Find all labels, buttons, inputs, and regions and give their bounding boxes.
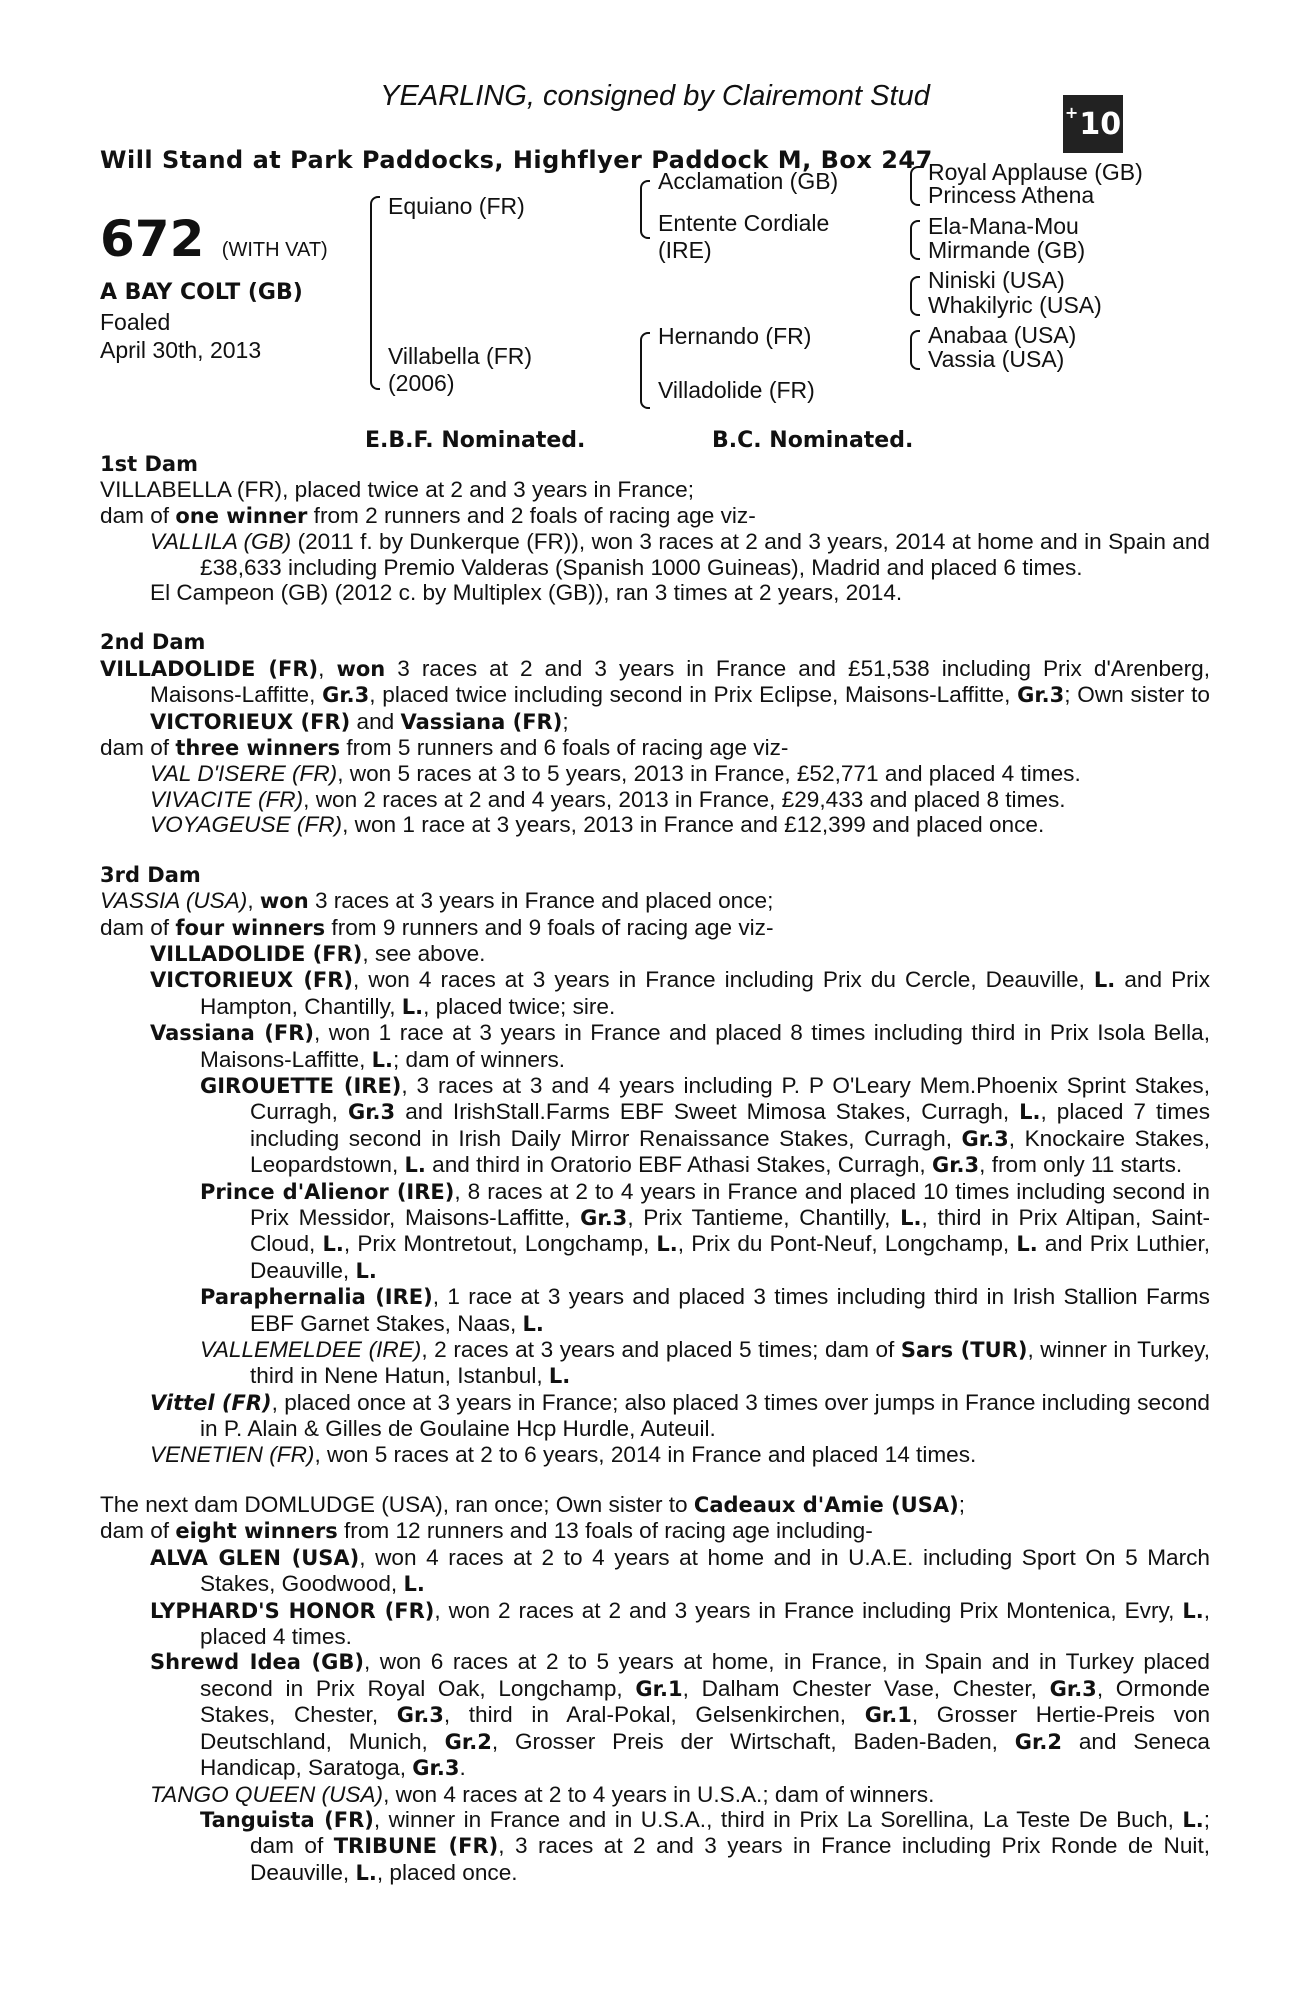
villadolide-entry [100, 941, 1210, 967]
t: 3 races at 2 and 3 years in France and £51,538 including Prix d'Arenberg, Maisons-Laffitte, [150, 655, 1210, 708]
t: dam of [100, 735, 176, 761]
t: The next dam DOMLUDGE (USA), ran once; Own sister to [100, 1492, 694, 1518]
t: , won 1 race at 3 years in France and placed 8 times including third in Prix Isola Bella, Maisons-Laffitte, [200, 1020, 1210, 1072]
horse-name: VILLADOLIDE (FR) [150, 941, 363, 966]
next-dam-produce [100, 1518, 1210, 1544]
tanguista-entry [100, 1807, 1210, 1886]
t: , 8 races at 2 to 4 years in France and placed 10 times including second in Prix Messidor, Maisons-Laffitte, [250, 1178, 1210, 1230]
stabling-location: Will Stand at Park Paddocks, Highflyer Paddock M, Box 247 [100, 146, 933, 174]
horse-name: LYPHARD'S HONOR (FR) [150, 1598, 435, 1623]
pedigree-dam [388, 343, 532, 397]
vallemeldee-entry [100, 1337, 1210, 1390]
campeon-entry: El Campeon (GB) (2012 c. by Multiplex (GB)), ran 3 times at 2 years, 2014. [150, 580, 903, 606]
winner-count: four winners [175, 915, 326, 940]
horse-name: VALLEMELDEE (IRE) [200, 1337, 422, 1362]
horse-name: Vassiana (FR) [150, 1021, 314, 1046]
grade: Gr.3 [580, 1205, 628, 1230]
t: and [350, 708, 401, 734]
pedigree-sss: Royal Applause (GB) [928, 159, 1143, 185]
pedigree-sire-dam [658, 210, 829, 264]
t: , winner in France and in U.S.A., third in Prix La Sorellina, La Teste De Buch, [373, 1806, 1183, 1832]
t: from 12 runners and 13 foals of racing age including- [337, 1518, 873, 1544]
t: ; dam of [250, 1806, 1210, 1859]
vassiana-entry [100, 1020, 1210, 1073]
brace-gen3-4 [910, 330, 920, 370]
brace-gen3-2 [910, 220, 920, 260]
grade: Gr.2 [1014, 1729, 1062, 1754]
val-disere-entry [100, 761, 1210, 786]
t: from 9 runners and 9 foals of racing age viz- [325, 914, 774, 940]
t: 3 races at 3 years in France and placed once; [308, 888, 774, 914]
shrewd-idea-entry [100, 1649, 1210, 1781]
grade: L. [355, 1258, 377, 1283]
vittel-entry [100, 1390, 1210, 1442]
horse-name: VOYAGEUSE (FR) [150, 812, 343, 838]
first-dam-heading: 1st Dam [100, 452, 198, 476]
t: from 2 runners and 2 foals of racing age viz- [307, 502, 756, 528]
horse-name: VALLILA (GB) [150, 529, 292, 555]
t: , third in Prix Altipan, Saint-Cloud, [250, 1204, 1210, 1257]
third-dam-heading: 3rd Dam [100, 862, 201, 887]
grade: Gr.3 [412, 1756, 460, 1781]
horse-name: VAL D'ISERE (FR) [150, 761, 338, 787]
t: , 2 races at 3 years and placed 5 times; dam of [421, 1337, 901, 1362]
badge-plus: + [1064, 102, 1079, 122]
t: , won 5 races at 3 to 5 years, 2013 in France, £52,771 and placed 4 times. [337, 761, 1081, 787]
grade: L. [401, 994, 424, 1019]
second-dam-heading: 2nd Dam [100, 630, 206, 655]
horse-name: Paraphernalia (IRE) [200, 1285, 433, 1310]
foaled-label: Foaled [100, 309, 171, 335]
first-dam-line1: VILLABELLA (FR), placed twice at 2 and 3 years in France; [100, 477, 695, 503]
t: , won 4 races at 3 years in France including Prix du Cercle, Deauville, [353, 967, 1094, 993]
grade: Gr.1 [635, 1676, 683, 1701]
foaled-date: April 30th, 2013 [100, 337, 262, 363]
horse-name: TRIBUNE (FR) [333, 1834, 499, 1859]
t: and Seneca Handicap, Saratoga, [200, 1728, 1210, 1781]
pedigree-dam-dam: Villadolide (FR) [658, 377, 815, 403]
third-dam-entry [100, 888, 1210, 914]
horse-name: Cadeaux d'Amie (USA) [693, 1493, 959, 1518]
t: , 3 races at 2 and 3 years in France including Prix Ronde de Nuit, Deauville, [250, 1833, 1210, 1885]
second-dam-entry [100, 656, 1210, 735]
horse-name: ALVA GLEN (USA) [150, 1545, 360, 1570]
horse-name: GIROUETTE (IRE) [200, 1073, 402, 1098]
pedigree-sdd: Mirmande (GB) [928, 237, 1086, 263]
t: , 3 races at 3 and 4 years including P. P O'Leary Mem.Phoenix Sprint Stakes, Curragh, [250, 1072, 1210, 1125]
t: , third in Aral-Pokal, Gelsenkirchen, [443, 1702, 865, 1728]
pedigree-dam-sire: Hernando (FR) [658, 323, 812, 349]
horse-name: Tanguista (FR) [200, 1807, 374, 1832]
t: and third in Oratorio EBF Athasi Stakes, Curragh, [425, 1152, 932, 1178]
t: , Dalham Chester Vase, Chester, [682, 1675, 1050, 1701]
victorieux-entry [100, 967, 1210, 1020]
grade: L. [522, 1311, 544, 1336]
t: dam of [100, 502, 176, 528]
t: , Prix du Pont-Neuf, Longchamp, [677, 1231, 1017, 1257]
grade: L. [355, 1860, 377, 1885]
pedigree-sire-sire: Acclamation (GB) [658, 168, 839, 194]
grade: Gr.3 [931, 1153, 980, 1178]
next-dam-entry [100, 1492, 1210, 1518]
t: won [336, 656, 386, 681]
t: ; dam of winners. [393, 1046, 566, 1072]
grade: Gr.3 [322, 683, 370, 708]
t: ; [958, 1492, 965, 1518]
horse-name: VIVACITE (FR) [150, 786, 304, 812]
tango-queen-entry [100, 1782, 1210, 1807]
horse-name: Prince d'Alienor (IRE) [200, 1179, 455, 1204]
second-dam-produce [100, 735, 1210, 761]
horse-name: Vittel (FR) [150, 1390, 272, 1415]
page-badge [1063, 95, 1123, 153]
t: and Prix Luthier, Deauville, [250, 1231, 1210, 1283]
vallila-entry [100, 529, 1210, 580]
pedigree-dsd: Whakilyric (USA) [928, 292, 1102, 318]
grade: L. [404, 1153, 426, 1178]
grade: L. [1093, 968, 1116, 993]
grade: L. [403, 1572, 425, 1597]
pedigree-sds: Ela-Mana-Mou [928, 213, 1079, 239]
pedigree-sire-dam-l2: (IRE) [658, 237, 712, 263]
grade: Gr.1 [864, 1703, 912, 1728]
foaled-info [100, 308, 261, 364]
grade: Gr.3 [961, 1126, 1009, 1151]
ebf-nominated: E.B.F. Nominated. [365, 428, 586, 453]
third-dam-produce [100, 915, 1210, 941]
winner-count: three winners [175, 736, 341, 761]
brace-gen3-3 [910, 276, 920, 316]
t: , Knockaire Stakes, Leopardstown, [250, 1125, 1210, 1178]
t: , Prix Tantieme, Chantilly, [627, 1204, 901, 1230]
horse-name: VENETIEN (FR) [150, 1441, 315, 1467]
t: (2011 f. by Dunkerque (FR)), won 3 races at 2 and 3 years, 2014 at home and in Spain and £38,633 including Premio Valderas (Spanish 1000 Guineas), Madrid and placed 6 times. [200, 529, 1210, 580]
pedigree-sire: Equiano (FR) [388, 193, 525, 219]
horse-name: Shrewd Idea (GB) [150, 1650, 364, 1675]
grade: L. [1016, 1232, 1038, 1257]
pedigree-ssd: Princess Athena [928, 182, 1095, 208]
horse-name: VICTORIEUX (FR) [150, 968, 354, 993]
grade: L. [900, 1205, 922, 1230]
horse-name: VASSIA (USA) [100, 888, 248, 914]
t: , [318, 655, 337, 681]
paraphernalia-entry [100, 1284, 1210, 1337]
first-dam-line2 [100, 503, 1210, 529]
t: , Ormonde Stakes, Chester, [200, 1675, 1210, 1728]
t: . [459, 1755, 466, 1781]
pedigree-ddd: Vassia (USA) [928, 346, 1065, 372]
t: , placed 4 times. [200, 1597, 1210, 1650]
lot-number [100, 210, 328, 268]
t: dam of [100, 1518, 176, 1544]
pedigree-sire-dam-l1: Entente Cordiale [658, 210, 830, 236]
pedigree-dds: Anabaa (USA) [928, 322, 1077, 348]
t: and Prix Hampton, Chantilly, [200, 967, 1210, 1019]
horse-name: VICTORIEUX (FR) [150, 709, 351, 734]
horse-name: Vassiana (FR) [400, 709, 563, 734]
grade: Gr.3 [1017, 683, 1065, 708]
horse-name: Sars (TUR) [900, 1338, 1028, 1362]
t: dam of [100, 914, 176, 940]
vivacite-entry [100, 787, 1210, 812]
lot-title: A BAY COLT (GB) [100, 280, 303, 305]
winner-count: eight winners [175, 1519, 338, 1544]
t: , placed once at 3 years in France; also placed 3 times over jumps in France including second in P. Alain & Gilles de Goulaine Hcp Hurdle, Auteuil. [200, 1389, 1210, 1442]
t: , placed 7 times including second in Irish Daily Mirror Renaissance Stakes, Curragh, [250, 1099, 1211, 1151]
t: , won 4 races at 2 to 4 years in U.S.A.; dam of winners. [383, 1781, 935, 1807]
t: , placed twice; sire. [423, 993, 616, 1019]
t: , won 1 race at 3 years, 2013 in France and £12,399 and placed once. [342, 812, 1045, 838]
brace-gen3-1 [910, 166, 920, 206]
bc-nominated: B.C. Nominated. [712, 428, 914, 453]
pedigree-dam-name: Villabella (FR) [388, 343, 533, 369]
t: from 5 runners and 6 foals of racing age viz- [340, 735, 789, 761]
t: , winner in Turkey, third in Nene Hatun, Istanbul, [250, 1337, 1210, 1389]
produce-record [100, 452, 1210, 1886]
grade: Gr.3 [396, 1703, 444, 1728]
alva-glen-entry [100, 1545, 1210, 1598]
pedigree-dss: Niniski (USA) [928, 267, 1065, 293]
grade: L. [1182, 1598, 1204, 1623]
lot-number-value: 672 [100, 210, 205, 268]
badge-number: 10 [1079, 106, 1122, 142]
grade: L. [322, 1232, 344, 1257]
t: , Grosser Preis der Wirtschaft, Baden-Baden, [491, 1728, 1015, 1754]
grade: Gr.3 [1049, 1676, 1097, 1701]
t: , 1 race at 3 years and placed 3 times including third in Irish Stallion Farms EBF Garnet Stakes, Naas, [250, 1284, 1210, 1336]
consignment-header: YEARLING, consigned by Clairemont Stud [380, 80, 930, 112]
grade: L. [656, 1232, 678, 1257]
girouette-entry [100, 1073, 1210, 1179]
venetien-entry [100, 1442, 1210, 1467]
lyphards-honor-entry [100, 1598, 1210, 1650]
t: , see above. [362, 940, 486, 966]
t: , from only 11 starts. [979, 1152, 1183, 1178]
prince-dalienor-entry [100, 1179, 1210, 1285]
t: , placed twice including second in Prix Eclipse, Maisons-Laffitte, [369, 682, 1018, 708]
t: , Grosser Hertie-Preis von Deutschland, Munich, [200, 1702, 1211, 1754]
t: , Prix Montretout, Longchamp, [343, 1231, 657, 1257]
brace-gen2-top [640, 180, 650, 239]
grade: L. [1182, 1807, 1204, 1832]
horse-name: VILLADOLIDE (FR) [100, 656, 319, 681]
t: , won 4 races at 2 to 4 years at home and in U.A.E. including Sport On 5 March Stakes, Goodwood, [200, 1544, 1210, 1597]
winner-count: one winner [175, 503, 308, 528]
grade: L. [371, 1047, 393, 1072]
grade: L. [1019, 1100, 1041, 1125]
t: , [247, 888, 260, 914]
grade: Gr.3 [347, 1100, 396, 1125]
t: , won 2 races at 2 and 3 years in France including Prix Montenica, Evry, [434, 1597, 1183, 1623]
t: , won 6 races at 2 to 5 years at home, in France, in Spain and in Turkey placed second in Prix Royal Oak, Longchamp, [200, 1649, 1210, 1701]
horse-name: TANGO QUEEN (USA) [150, 1781, 384, 1807]
t: ; Own sister to [1064, 682, 1210, 708]
t: , won 5 races at 2 to 6 years, 2014 in France and placed 14 times. [314, 1441, 977, 1467]
voyageuse-entry [100, 812, 1210, 837]
brace-gen2-bottom [640, 332, 650, 409]
t: ; [562, 708, 569, 734]
t: won [259, 889, 309, 914]
grade: L. [548, 1364, 571, 1389]
t: and IrishStall.Farms EBF Sweet Mimosa Stakes, Curragh, [395, 1099, 1020, 1125]
grade: Gr.2 [444, 1729, 492, 1754]
vat-note: (WITH VAT) [221, 239, 328, 261]
pedigree-dam-year: (2006) [388, 370, 455, 396]
t: , won 2 races at 2 and 4 years, 2013 in France, £29,433 and placed 8 times. [303, 786, 1066, 812]
brace-gen1 [370, 196, 380, 390]
t: , placed once. [376, 1859, 518, 1885]
